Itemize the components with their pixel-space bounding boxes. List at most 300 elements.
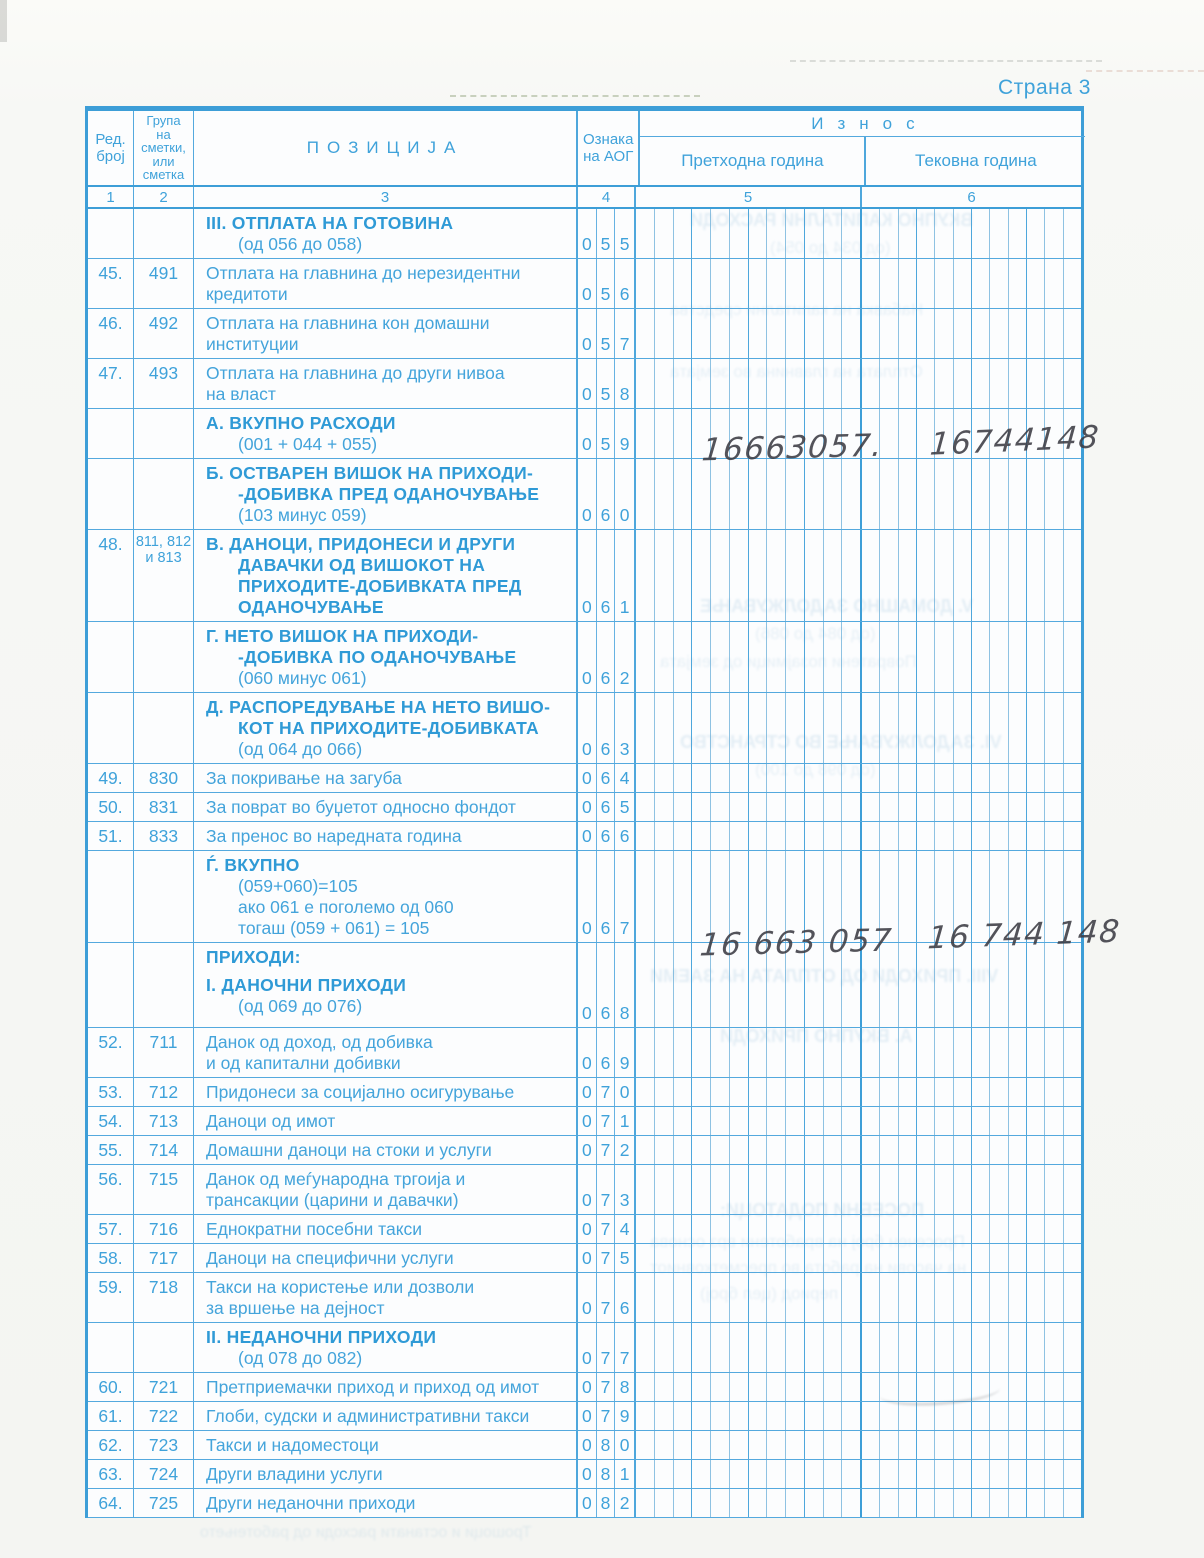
amount-current-cell [862, 764, 1081, 792]
digit-cell [862, 1373, 880, 1401]
digit-cell [1027, 1136, 1045, 1164]
digit-cell [1027, 1165, 1045, 1214]
aog-digit-cell: 7 [619, 1348, 630, 1368]
account-code-cell: 830 [134, 764, 194, 792]
digit-cell [880, 1460, 898, 1488]
digit-cell [824, 1215, 843, 1243]
digit-cell [935, 693, 953, 763]
position-cell [194, 530, 578, 621]
digit-cell [954, 943, 972, 1027]
digit-cell [636, 530, 655, 621]
amount-previous-cell [636, 1136, 862, 1164]
digit-cell [674, 1460, 693, 1488]
position-cell [194, 622, 578, 692]
digit-cell [674, 1028, 693, 1077]
digit-cell [917, 764, 935, 792]
amount-previous-cell [636, 530, 862, 621]
digit-cell [1045, 459, 1063, 529]
aog-code-cell [578, 1078, 636, 1106]
digit-cell [917, 1078, 935, 1106]
aog-code-cell [578, 359, 636, 408]
digit-cell [842, 793, 860, 821]
header-amount-block [640, 111, 1085, 185]
digit-cell [899, 459, 917, 529]
digit-cell [935, 622, 953, 692]
digit-cell [990, 1273, 1008, 1322]
table-row [88, 459, 1081, 530]
digit-cell [674, 409, 693, 458]
digit-cell [1064, 259, 1081, 308]
position-cell [194, 1107, 578, 1135]
digit-cell [880, 359, 898, 408]
aog-digit-cell: 6 [597, 1028, 616, 1077]
digit-cell [842, 1273, 860, 1322]
digit-cell [674, 1323, 693, 1372]
digit-cell [935, 1078, 953, 1106]
header-account-group: Група на сметки, или сметка [134, 111, 194, 185]
digit-cell [805, 209, 824, 258]
aog-digit-cell: 5 [597, 359, 616, 408]
digit-cell [990, 1323, 1008, 1372]
row-number-cell: 47. [88, 359, 134, 408]
digit-cell [972, 1244, 990, 1272]
digit-cell [1027, 1460, 1045, 1488]
digit-cell [636, 1136, 655, 1164]
digit-cell [954, 822, 972, 850]
digit-cell [880, 209, 898, 258]
position-cell [194, 764, 578, 792]
column-number: 5 [636, 187, 862, 207]
row-number-cell: 54. [88, 1107, 134, 1135]
digit-cell [730, 1078, 749, 1106]
aog-digit-cell: 3 [619, 1190, 630, 1210]
digit-cell [1064, 1373, 1081, 1401]
digit-cell [1064, 1107, 1081, 1135]
digit-cell [636, 1028, 655, 1077]
digit-cell [636, 1273, 655, 1322]
digit-cell [990, 1489, 1008, 1517]
account-code-cell [134, 1323, 194, 1372]
bleed-through-text: Трошоци и останати расходи од работењето [200, 1524, 532, 1541]
aog-digit-cell: 0 [619, 1082, 630, 1102]
digit-cell [862, 359, 880, 408]
account-code-cell: 723 [134, 1431, 194, 1459]
page-number-label: Страна 3 [998, 76, 1091, 99]
digit-cell [805, 1323, 824, 1372]
aog-digit-cell: 5 [619, 234, 630, 254]
digit-cell [899, 1078, 917, 1106]
digit-cell [899, 1460, 917, 1488]
digit-cell [805, 1215, 824, 1243]
position-cell [194, 1244, 578, 1272]
digit-cell [824, 693, 843, 763]
digit-cell [730, 1215, 749, 1243]
digit-cell [636, 851, 655, 942]
digit-cell [862, 1244, 880, 1272]
position-line: тогаш (059 + 061) = 105 [238, 918, 430, 938]
digit-cell [1027, 943, 1045, 1027]
digit-cell [1064, 943, 1081, 1027]
handwritten-amount-059-previous: 16663057. [700, 427, 885, 469]
digit-cell [749, 309, 768, 358]
account-code-cell [134, 209, 194, 258]
digit-cell [917, 530, 935, 621]
digit-cell [730, 530, 749, 621]
aog-digit-cell: 3 [619, 739, 630, 759]
digit-cell [917, 1028, 935, 1077]
digit-cell [674, 1402, 693, 1430]
position-line: Домашни даноци на стоки и услуги [206, 1140, 492, 1160]
digit-cell [636, 309, 655, 358]
digit-cell [674, 1244, 693, 1272]
aog-digit-cell: 6 [597, 851, 616, 942]
digit-cell [805, 1273, 824, 1322]
scan-artifact-dash [790, 60, 1102, 62]
row-number-cell: 46. [88, 309, 134, 358]
aog-digit-cell: 0 [578, 1273, 597, 1322]
amount-previous-cell [636, 1215, 862, 1243]
digit-cell [1045, 1078, 1063, 1106]
digit-cell [1009, 530, 1027, 621]
digit-cell [636, 1323, 655, 1372]
amount-current-cell [862, 1273, 1081, 1322]
digit-cell [1027, 1078, 1045, 1106]
digit-cell [935, 530, 953, 621]
digit-cell [842, 1431, 860, 1459]
row-number-cell: 59. [88, 1273, 134, 1322]
aog-digit-cell: 0 [578, 459, 597, 529]
digit-cell [1027, 459, 1045, 529]
digit-cell [692, 1402, 711, 1430]
position-line: институции [206, 334, 299, 354]
digit-cell [655, 1078, 674, 1106]
aog-code-cell [578, 1373, 636, 1401]
digit-cell [880, 793, 898, 821]
position-line: (059+060)=105 [238, 876, 358, 896]
digit-cell [636, 793, 655, 821]
digit-cell [730, 309, 749, 358]
digit-cell [917, 1136, 935, 1164]
position-cell [194, 1215, 578, 1243]
account-code-cell [134, 851, 194, 942]
account-code-cell: 493 [134, 359, 194, 408]
account-code-cell: 722 [134, 1402, 194, 1430]
digit-cell [862, 530, 880, 621]
digit-cell [824, 1136, 843, 1164]
digit-cell [692, 1460, 711, 1488]
digit-cell [899, 1136, 917, 1164]
digit-cell [1027, 530, 1045, 621]
digit-cell [862, 1136, 880, 1164]
aog-digit-cell: 2 [619, 1493, 630, 1513]
aog-digit-cell: 9 [619, 1053, 630, 1073]
position-line: -ДОБИВКА ПО ОДАНОЧУВАЊЕ [238, 647, 517, 667]
digit-cell [824, 1107, 843, 1135]
aog-digit-cell: 0 [578, 1136, 597, 1164]
digit-cell [674, 259, 693, 308]
aog-digit-cell: 6 [597, 693, 616, 763]
digit-cell [674, 943, 693, 1027]
amount-current-cell [862, 943, 1081, 1027]
digit-cell [917, 359, 935, 408]
digit-cell [655, 1402, 674, 1430]
digit-cell [786, 1489, 805, 1517]
digit-cell [786, 1273, 805, 1322]
digit-cell [899, 1273, 917, 1322]
digit-cell [1027, 1244, 1045, 1272]
position-line: Отплата на главнина кон домашни [206, 313, 490, 333]
digit-cell [899, 943, 917, 1027]
row-number-cell: 55. [88, 1136, 134, 1164]
digit-cell [636, 409, 655, 458]
amount-current-cell [862, 259, 1081, 308]
aog-digit-cell: 0 [619, 1435, 630, 1455]
aog-digit-cell: 0 [578, 259, 597, 308]
table-row [88, 1165, 1081, 1215]
digit-cell [730, 793, 749, 821]
position-cell [194, 309, 578, 358]
table-row [88, 793, 1081, 822]
digit-cell [899, 1244, 917, 1272]
position-cell [194, 1402, 578, 1430]
amount-current-cell [862, 359, 1081, 408]
aog-digit-cell: 0 [578, 1078, 597, 1106]
aog-digit-cell: 9 [619, 1406, 630, 1426]
digit-cell [917, 622, 935, 692]
table-row [88, 622, 1081, 693]
digit-cell [749, 1323, 768, 1372]
scan-edge-mark [0, 0, 7, 42]
aog-code-cell [578, 1107, 636, 1135]
table-row [88, 209, 1081, 259]
digit-cell [899, 764, 917, 792]
digit-cell [655, 822, 674, 850]
position-line: I. ДАНОЧНИ ПРИХОДИ [206, 975, 407, 995]
row-number-cell [88, 943, 134, 1027]
digit-cell [730, 693, 749, 763]
digit-cell [805, 1373, 824, 1401]
digit-cell [899, 530, 917, 621]
account-code-cell [134, 409, 194, 458]
digit-cell [749, 1460, 768, 1488]
digit-cell [636, 359, 655, 408]
digit-cell [767, 1431, 786, 1459]
row-number-cell: 52. [88, 1028, 134, 1077]
digit-cell [862, 822, 880, 850]
digit-cell [692, 693, 711, 763]
digit-cell [1009, 764, 1027, 792]
digit-cell [954, 1323, 972, 1372]
digit-cell [935, 209, 953, 258]
digit-cell [655, 1489, 674, 1517]
digit-cell [636, 1489, 655, 1517]
digit-cell [990, 1460, 1008, 1488]
digit-cell [990, 764, 1008, 792]
digit-cell [749, 764, 768, 792]
amount-current-cell [862, 1165, 1081, 1214]
digit-cell [1064, 359, 1081, 408]
position-line: ПРИХОДИ: [206, 947, 301, 967]
digit-cell [972, 764, 990, 792]
digit-cell [692, 1489, 711, 1517]
aog-digit-cell: 8 [597, 1460, 616, 1488]
digit-cell [935, 1136, 953, 1164]
aog-digit-cell: 4 [619, 768, 630, 788]
digit-cell [767, 822, 786, 850]
digit-cell [824, 1273, 843, 1322]
header-previous-year: Претходна година [640, 137, 866, 185]
aog-digit-cell: 6 [597, 530, 616, 621]
aog-digit-cell: 7 [597, 1078, 616, 1106]
aog-digit-cell: 6 [597, 764, 616, 792]
digit-cell [749, 1107, 768, 1135]
table-row [88, 1215, 1081, 1244]
row-number-cell: 62. [88, 1431, 134, 1459]
digit-cell [711, 1489, 730, 1517]
digit-cell [655, 259, 674, 308]
digit-cell [990, 1028, 1008, 1077]
digit-cell [711, 764, 730, 792]
digit-cell [655, 1460, 674, 1488]
table-row [88, 259, 1081, 309]
table-row [88, 1489, 1081, 1518]
aog-digit-cell: 0 [578, 1489, 597, 1517]
row-number-cell [88, 622, 134, 692]
row-number-cell [88, 209, 134, 258]
digit-cell [767, 693, 786, 763]
digit-cell [786, 793, 805, 821]
digit-cell [730, 622, 749, 692]
digit-cell [972, 693, 990, 763]
digit-cell [899, 822, 917, 850]
digit-cell [1045, 359, 1063, 408]
amount-previous-cell [636, 259, 862, 308]
digit-cell [749, 1273, 768, 1322]
position-line: Други владини услуги [206, 1464, 383, 1484]
digit-cell [1045, 822, 1063, 850]
digit-cell [805, 793, 824, 821]
position-line: Данок од меѓународна тргоија и [206, 1169, 466, 1189]
digit-cell [805, 1460, 824, 1488]
digit-cell [767, 1215, 786, 1243]
digit-cell [674, 1489, 693, 1517]
table-row [88, 1107, 1081, 1136]
digit-cell [692, 459, 711, 529]
position-line: Други неданочни приходи [206, 1493, 416, 1513]
digit-cell [972, 622, 990, 692]
digit-cell [1009, 693, 1027, 763]
digit-cell [972, 209, 990, 258]
position-line: (001 + 044 + 055) [238, 434, 378, 454]
digit-cell [899, 851, 917, 942]
digit-cell [730, 359, 749, 408]
digit-cell [1009, 1078, 1027, 1106]
digit-cell [862, 1431, 880, 1459]
digit-cell [824, 309, 843, 358]
digit-cell [655, 851, 674, 942]
digit-cell [972, 1323, 990, 1372]
digit-cell [880, 1215, 898, 1243]
column-number: 3 [194, 187, 578, 207]
digit-cell [786, 1078, 805, 1106]
digit-cell [674, 209, 693, 258]
digit-cell [880, 1244, 898, 1272]
digit-cell [786, 1323, 805, 1372]
amount-previous-cell [636, 1431, 862, 1459]
digit-cell [935, 764, 953, 792]
digit-cell [767, 259, 786, 308]
account-code-cell [134, 693, 194, 763]
digit-cell [842, 1078, 860, 1106]
row-number-cell: 61. [88, 1402, 134, 1430]
aog-digit-cell: 4 [619, 1219, 630, 1239]
position-line: трансакции (царини и давачки) [206, 1190, 459, 1210]
digit-cell [899, 1323, 917, 1372]
digit-cell [636, 764, 655, 792]
digit-cell [954, 793, 972, 821]
account-code-cell: 492 [134, 309, 194, 358]
digit-cell [990, 209, 1008, 258]
amount-current-cell [862, 209, 1081, 258]
aog-digit-cell: 0 [578, 1165, 597, 1214]
digit-cell [730, 822, 749, 850]
digit-cell [730, 1244, 749, 1272]
row-number-cell [88, 851, 134, 942]
digit-cell [880, 459, 898, 529]
aog-digit-cell: 7 [619, 918, 630, 938]
aog-code-cell [578, 943, 636, 1027]
digit-cell [1064, 209, 1081, 258]
digit-cell [899, 693, 917, 763]
aog-code-cell [578, 1323, 636, 1372]
amount-current-cell [862, 530, 1081, 621]
digit-cell [1027, 793, 1045, 821]
position-line: Даноци од имот [206, 1111, 336, 1131]
digit-cell [636, 1244, 655, 1272]
position-line: III. ОТПЛАТА НА ГОТОВИНА [206, 213, 454, 233]
account-code-cell: 717 [134, 1244, 194, 1272]
digit-cell [824, 793, 843, 821]
digit-cell [805, 1028, 824, 1077]
digit-cell [824, 764, 843, 792]
digit-cell [711, 259, 730, 308]
digit-cell [917, 1489, 935, 1517]
digit-cell [842, 622, 860, 692]
digit-cell [990, 359, 1008, 408]
position-line: А. ВКУПНО РАСХОДИ [206, 413, 396, 433]
digit-cell [880, 764, 898, 792]
digit-cell [805, 1078, 824, 1106]
digit-cell [692, 359, 711, 408]
digit-cell [1009, 1431, 1027, 1459]
digit-cell [1009, 1460, 1027, 1488]
aog-code-cell [578, 259, 636, 308]
table-row [88, 693, 1081, 764]
digit-cell [862, 1402, 880, 1430]
digit-cell [1064, 1273, 1081, 1322]
aog-digit-cell: 7 [597, 1107, 616, 1135]
aog-form-table [85, 106, 1084, 1518]
digit-cell [692, 530, 711, 621]
digit-cell [1027, 764, 1045, 792]
digit-cell [1027, 209, 1045, 258]
position-line: Отплата на главнина до други нивоа [206, 363, 505, 383]
digit-cell [1045, 1244, 1063, 1272]
aog-code-cell [578, 1402, 636, 1430]
aog-digit-cell: 0 [578, 1244, 597, 1272]
digit-cell [636, 693, 655, 763]
digit-cell [880, 822, 898, 850]
